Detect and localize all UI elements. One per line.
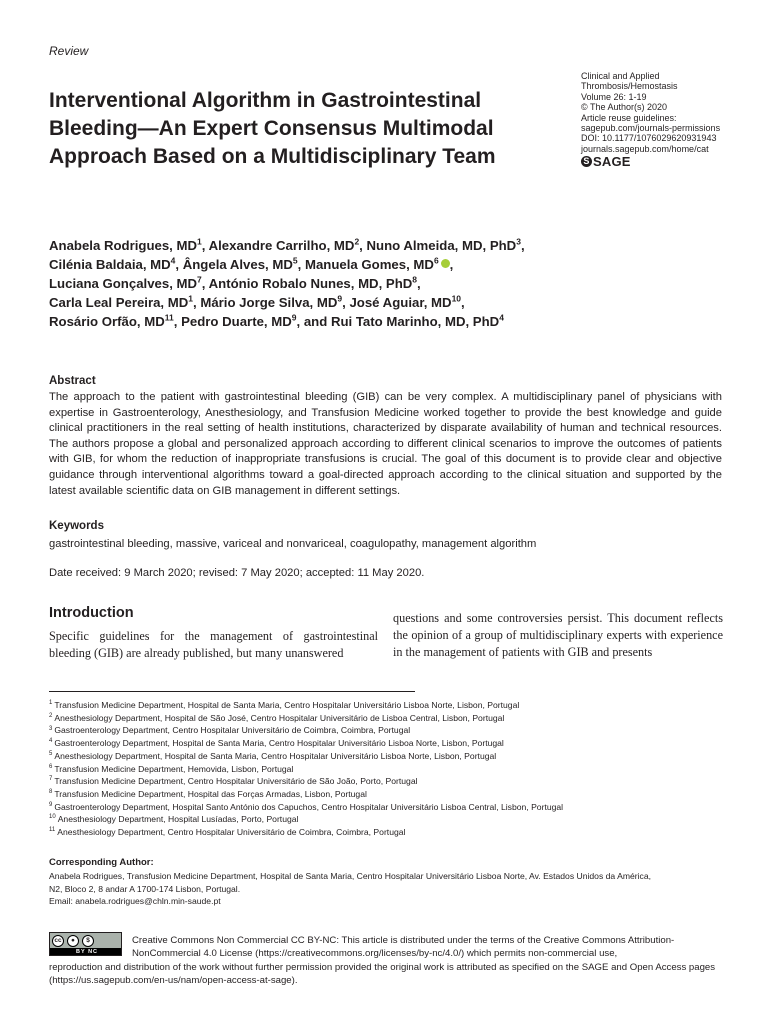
cc-by-nc-license-badge[interactable]: [49, 932, 122, 956]
author-line: [49, 274, 689, 293]
author-separator: ,: [297, 257, 305, 272]
author-affiliation-number: 5: [292, 255, 298, 266]
author-affiliation-number: 3: [516, 236, 521, 247]
footnote-divider: [49, 691, 415, 692]
corresponding-author-heading: Corresponding Author:: [49, 857, 154, 868]
affiliation-text: Gastroenterology Department, Centro Hospitalar Universitário de Coimbra, Coimbra, Portugal: [54, 725, 411, 736]
author-name: Anabela Rodrigues, MD: [49, 238, 198, 253]
keywords-heading: Keywords: [49, 520, 104, 532]
author-separator: ,: [461, 295, 465, 310]
affiliation-text: Transfusion Medicine Department, Hospital das Forças Armadas, Lisbon, Portugal: [54, 788, 367, 799]
journal-info: [581, 71, 720, 167]
author-name: Mário Jorge Silva, MD: [200, 295, 338, 310]
affiliation-item: [49, 763, 739, 776]
corresponding-author-details: [49, 870, 739, 908]
affiliation-number: 5: [49, 750, 53, 757]
author-separator: ,: [417, 276, 421, 291]
corresponding-author-email[interactable]: Email: anabela.rodrigues@chln.min-saude.pt: [49, 896, 221, 907]
corresponding-author-line: N2, Bloco 2, 8 andar A 1700-174 Lisbon, Portugal.: [49, 883, 241, 894]
sage-logo-text: SAGE: [593, 153, 631, 169]
author-separator: , and: [296, 314, 331, 329]
author-affiliation-number: 8: [412, 274, 418, 285]
affiliations-list: [49, 699, 739, 839]
affiliation-item: [49, 775, 739, 788]
author-affiliation-number: 9: [337, 293, 343, 304]
journal-info-line: © The Author(s) 2020: [581, 102, 668, 113]
affiliation-item: [49, 788, 739, 801]
affiliation-text: Transfusion Medicine Department, Centro Hospitalar Universitário de São João, Porto, Portugal: [54, 776, 418, 787]
affiliation-text: Anesthesiology Department, Hospital de São José, Centro Hospitalar Universitário de Lisboa Central, Lisbon, Portugal: [54, 712, 505, 723]
affiliation-item: [49, 724, 739, 737]
journal-info-line: Clinical and Applied: [581, 71, 660, 81]
journal-info-line: Volume 26: 1-19: [581, 91, 647, 102]
author-name: Carla Leal Pereira, MD: [49, 295, 189, 310]
affiliation-item: [49, 699, 739, 712]
affiliation-number: 6: [49, 763, 53, 770]
cc-badge-label: [50, 948, 121, 956]
author-affiliation-number: 9: [291, 312, 297, 323]
author-separator: ,: [359, 238, 367, 253]
author-line: [49, 312, 689, 331]
author-name: Manuela Gomes, MD: [304, 257, 434, 272]
article-title: Interventional Algorithm in Gastrointestinal Bleeding—An Expert Consensus Multimodal Approach Based on a Multidisciplinary Team: [49, 89, 496, 168]
author-separator: ,: [520, 238, 525, 253]
author-affiliation-number: 10: [451, 293, 462, 304]
introduction-heading: Introduction: [49, 605, 134, 621]
author-separator: ,: [449, 257, 454, 272]
affiliation-number: 8: [49, 789, 53, 796]
affiliation-number: 7: [49, 776, 53, 783]
author-name: António Robalo Nunes, MD, PhD: [208, 276, 413, 291]
affiliation-item: [49, 750, 739, 763]
author-separator: ,: [173, 314, 182, 329]
author-name: Rosário Orfão, MD: [49, 314, 165, 329]
attribution-icon: ●: [67, 935, 79, 947]
keywords-text: gastrointestinal bleeding, massive, variceal and nonvariceal, coagulopathy, management algorithm: [49, 538, 537, 550]
author-affiliation-number: 6: [433, 255, 439, 266]
affiliation-number: 4: [49, 738, 53, 745]
affiliation-number: 2: [49, 712, 53, 719]
author-affiliation-number: 2: [354, 236, 360, 247]
author-name: Nuno Almeida, MD, PhD: [366, 238, 517, 253]
noncommercial-icon: $: [82, 935, 94, 947]
affiliation-text: Anesthesiology Department, Hospital Lusíadas, Porto, Portugal: [57, 814, 299, 825]
author-affiliation-number: 4: [170, 255, 176, 266]
affiliation-item: [49, 826, 739, 839]
journal-home-link[interactable]: journals.sagepub.com/home/cat: [581, 143, 709, 154]
author-affiliation-number: 11: [164, 312, 174, 323]
author-separator: ,: [175, 257, 183, 272]
affiliation-text: Gastroenterology Department, Hospital de Santa Maria, Centro Hospitalar Universitário Lisboa Norte, Lisbon, Portugal: [54, 738, 504, 749]
author-name: José Aguiar, MD: [349, 295, 452, 310]
author-name: Cilénia Baldaia, MD: [49, 257, 171, 272]
author-affiliation-number: 4: [499, 312, 504, 323]
license-text-continued: reproduction and distribution of the work without further permission provided the original work is attributed as specified on the SAGE and Open Access pages (https://us.sagepub.com/en-us/nam/open-access-at-sage).: [49, 962, 716, 987]
affiliation-item: [49, 813, 739, 826]
introduction-right-column: questions and some controversies persist. This document reflects the opinion of a group of multidisciplinary experts with experience in the management of patients with GIB and presents: [393, 611, 723, 659]
author-name: Alexandre Carrilho, MD: [208, 238, 355, 253]
article-reuse-link[interactable]: sagepub.com/journals-permissions: [581, 123, 721, 134]
affiliation-number: 3: [49, 725, 53, 732]
affiliation-text: Anesthesiology Department, Centro Hospitalar Universitário de Coimbra, Coimbra, Portugal: [57, 827, 406, 838]
affiliation-item: [49, 712, 739, 725]
abstract-heading: Abstract: [49, 375, 96, 387]
corresponding-author-line: Anabela Rodrigues, Transfusion Medicine Department, Hospital de Santa Maria, Centro Hospitalar Universitário Lisboa Norte, Av. Estados Unidos da América,: [49, 871, 652, 881]
author-list: [49, 236, 689, 331]
author-name: Rui Tato Marinho, MD, PhD: [330, 314, 500, 329]
cc-by-label: BY: [76, 949, 86, 955]
author-affiliation-number: 7: [197, 274, 202, 285]
author-name: Ângela Alves, MD: [182, 257, 293, 272]
affiliation-text: Gastroenterology Department, Hospital Santo António dos Capuchos, Centro Hospitalar Universitário Lisboa Central, Lisbon, Portugal: [54, 801, 564, 812]
affiliation-item: [49, 801, 739, 814]
affiliation-number: 11: [49, 827, 56, 834]
author-affiliation-number: 1: [197, 236, 202, 247]
publication-dates: Date received: 9 March 2020; revised: 7 May 2020; accepted: 11 May 2020.: [49, 567, 425, 579]
section-label: Review: [49, 44, 89, 58]
author-separator: ,: [193, 295, 201, 310]
journal-info-line: Thrombosis/Hemostasis: [581, 81, 678, 92]
author-line: [49, 293, 689, 312]
affiliation-number: 9: [49, 801, 53, 808]
affiliation-number: 10: [49, 814, 56, 821]
affiliation-text: Transfusion Medicine Department, Hospital de Santa Maria, Centro Hospitalar Universitário Lisboa Norte, Lisbon, Portugal: [54, 700, 520, 710]
cc-nc-label: NC: [88, 949, 99, 955]
author-separator: ,: [342, 295, 350, 310]
affiliation-text: Anesthesiology Department, Hospital de Santa Maria, Centro Hospitalar Universitário Lisboa Norte, Lisbon, Portugal: [54, 750, 497, 761]
author-name: Luciana Gonçalves, MD: [49, 276, 198, 291]
author-line: [49, 255, 689, 274]
journal-info-line: Article reuse guidelines:: [581, 112, 677, 123]
affiliation-item: [49, 737, 739, 750]
author-name: Pedro Duarte, MD: [181, 314, 292, 329]
doi-link[interactable]: DOI: 10.1177/1076029620931943: [581, 133, 717, 144]
author-affiliation-number: 1: [188, 293, 194, 304]
affiliation-text: Transfusion Medicine Department, Hemovida, Lisbon, Portugal: [54, 763, 294, 774]
abstract-text: The approach to the patient with gastrointestinal bleeding (GIB) can be very complex. A multidisciplinary panel of physicians with expertise in Gastroenterology, Anesthesiology, and Transfusion Medicine worked together to provide the best knowledge and guide clinical practitioners in the real setting of health institutions, characterized by disparate availability of human and technical resources. The authors propose a global and personalized approach according to different clinical scenarios to improve the outcomes of patients with GIB, for whom the reduction of inappropriate transfusions is crucial. The goal of this document is to provide clear and objective guidance through interventional algorithms toward a goal-directed approach according to the clinical situation and supported by the latest available scientific data on GIB management in different settings.: [49, 391, 722, 497]
author-separator: ,: [201, 276, 209, 291]
sage-s-icon: S: [581, 156, 592, 167]
introduction-left-column: Specific guidelines for the management of gastrointestinal bleeding (GIB) are already published, but many unanswered: [49, 629, 378, 660]
creative-commons-icon: cc: [52, 935, 64, 947]
orcid-icon[interactable]: [441, 259, 450, 268]
sage-logo: [581, 153, 720, 169]
author-line: [49, 236, 689, 255]
author-separator: ,: [201, 238, 209, 253]
affiliation-number: 1: [49, 700, 53, 707]
license-text: Creative Commons Non Commercial CC BY-NC: This article is distributed under the terms of the Creative Commons Attribution-NonCommercial 4.0 License (https://creativecommons.org/licenses/by-nc/4.0/) which permits non-commercial use,: [132, 935, 675, 960]
